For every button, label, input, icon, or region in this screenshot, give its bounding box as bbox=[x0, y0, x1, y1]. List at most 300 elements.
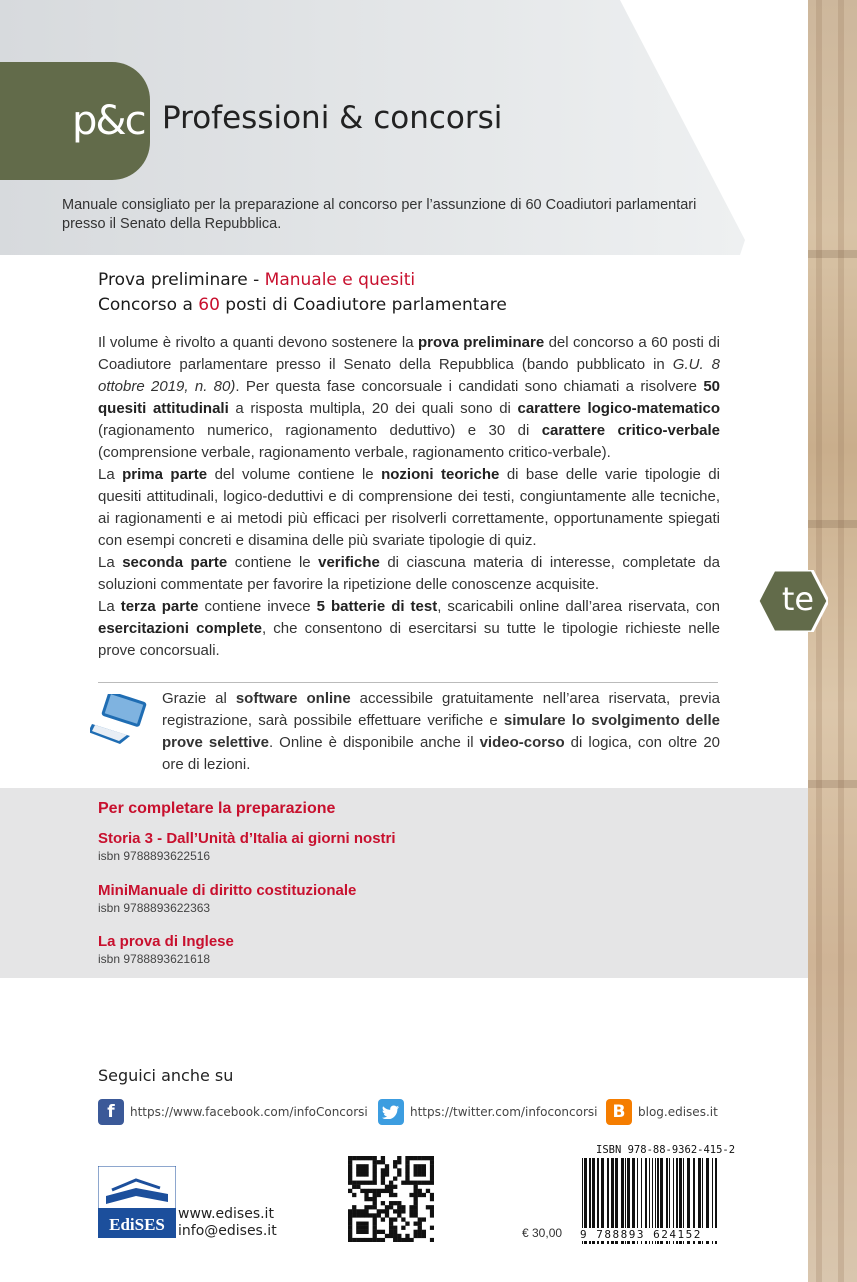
paragraph-2 bbox=[98, 464, 720, 552]
qr-module bbox=[348, 1213, 352, 1217]
qr-module bbox=[401, 1217, 405, 1221]
qr-module bbox=[368, 1205, 372, 1209]
qr-module bbox=[385, 1209, 389, 1213]
qr-module bbox=[348, 1238, 352, 1242]
qr-module bbox=[373, 1193, 377, 1197]
bold-text: simulare lo svolgimento delle prove selettive bbox=[162, 712, 720, 751]
qr-module bbox=[348, 1226, 352, 1230]
facebook-icon: f bbox=[98, 1099, 124, 1125]
qr-module bbox=[393, 1164, 397, 1168]
qr-module bbox=[418, 1164, 422, 1168]
related-book-title: La prova di Inglese bbox=[98, 933, 234, 950]
qr-module bbox=[385, 1168, 389, 1172]
qr-module bbox=[377, 1238, 381, 1242]
qr-module bbox=[373, 1172, 377, 1176]
bold-text: terza parte bbox=[120, 598, 199, 615]
qr-module bbox=[360, 1238, 364, 1242]
related-book bbox=[98, 830, 396, 863]
qr-module bbox=[377, 1213, 381, 1217]
qr-module bbox=[414, 1181, 418, 1185]
qr-module bbox=[397, 1168, 401, 1172]
qr-module bbox=[401, 1181, 405, 1185]
headline-line-2: Concorso a 60 posti di Coadiutore parlamentare bbox=[98, 295, 507, 315]
qr-module bbox=[409, 1205, 413, 1209]
qr-module bbox=[368, 1156, 372, 1160]
qr-module bbox=[405, 1164, 409, 1168]
qr-module bbox=[377, 1160, 381, 1164]
qr-module bbox=[368, 1181, 372, 1185]
qr-module bbox=[393, 1185, 397, 1189]
qr-module bbox=[352, 1238, 356, 1242]
qr-module bbox=[422, 1181, 426, 1185]
qr-module bbox=[352, 1181, 356, 1185]
qr-module bbox=[418, 1172, 422, 1176]
edises-logo-text: EdiSES bbox=[109, 1215, 165, 1234]
qr-module bbox=[426, 1205, 430, 1209]
qr-module bbox=[364, 1164, 368, 1168]
text-run: contiene invece bbox=[198, 598, 317, 615]
qr-module bbox=[414, 1230, 418, 1234]
qr-module bbox=[397, 1213, 401, 1217]
qr-module bbox=[430, 1205, 434, 1209]
text-run: . Per questa fase concorsuale i candidati sono chiamati a risolvere bbox=[235, 378, 704, 395]
qr-module bbox=[348, 1160, 352, 1164]
related-book-isbn: isbn 9788893622363 bbox=[98, 901, 211, 915]
qr-module bbox=[430, 1213, 434, 1217]
qr-module bbox=[405, 1181, 409, 1185]
qr-module bbox=[389, 1230, 393, 1234]
text-run: Il volume è rivolto a quanti devono sostenere la bbox=[98, 334, 419, 351]
qr-module bbox=[373, 1168, 377, 1172]
qr-module bbox=[430, 1172, 434, 1176]
qr-module bbox=[414, 1197, 418, 1201]
qr-module bbox=[348, 1217, 352, 1221]
qr-module bbox=[426, 1189, 430, 1193]
photo-ledge bbox=[808, 780, 857, 788]
qr-module bbox=[356, 1213, 360, 1217]
qr-module bbox=[373, 1197, 377, 1201]
qr-module bbox=[422, 1217, 426, 1221]
qr-module bbox=[430, 1160, 434, 1164]
qr-module bbox=[373, 1201, 377, 1205]
qr-module bbox=[397, 1172, 401, 1176]
qr-module bbox=[373, 1217, 377, 1221]
qr-module bbox=[409, 1238, 413, 1242]
qr-module bbox=[356, 1164, 360, 1168]
qr-module bbox=[397, 1238, 401, 1242]
qr-module bbox=[364, 1222, 368, 1226]
qr-module bbox=[368, 1213, 372, 1217]
qr-module bbox=[426, 1181, 430, 1185]
qr-module bbox=[373, 1226, 377, 1230]
twitter-icon bbox=[378, 1099, 404, 1125]
text-run: contiene le bbox=[227, 554, 319, 571]
twitter-bird-shape bbox=[382, 1105, 400, 1119]
qr-module bbox=[364, 1181, 368, 1185]
photo-ledge bbox=[808, 250, 857, 258]
qr-module bbox=[364, 1238, 368, 1242]
related-book bbox=[98, 933, 234, 966]
qr-module bbox=[393, 1226, 397, 1230]
qr-module bbox=[348, 1230, 352, 1234]
edises-logo bbox=[98, 1166, 176, 1238]
qr-module bbox=[356, 1238, 360, 1242]
italic-text: G.U. 8 ottobre 2019, n. 80) bbox=[98, 356, 720, 395]
qr-module bbox=[418, 1230, 422, 1234]
qr-module bbox=[381, 1238, 385, 1242]
qr-module bbox=[352, 1213, 356, 1217]
qr-module bbox=[360, 1168, 364, 1172]
qr-module bbox=[381, 1217, 385, 1221]
related-books-box bbox=[0, 788, 808, 978]
description-body bbox=[98, 332, 720, 662]
qr-module bbox=[348, 1222, 352, 1226]
qr-module bbox=[389, 1185, 393, 1189]
bold-text: carattere critico-verbale bbox=[541, 422, 721, 439]
qr-module bbox=[430, 1193, 434, 1197]
bold-text: prima parte bbox=[122, 466, 208, 483]
related-book-isbn: isbn 9788893621618 bbox=[98, 952, 211, 966]
qr-module bbox=[401, 1238, 405, 1242]
qr-module bbox=[356, 1181, 360, 1185]
qr-module bbox=[348, 1209, 352, 1213]
qr-module bbox=[389, 1217, 393, 1221]
qr-module bbox=[397, 1209, 401, 1213]
qr-module bbox=[389, 1205, 393, 1209]
qr-module bbox=[377, 1209, 381, 1213]
bold-text: seconda parte bbox=[122, 554, 228, 571]
text-run: di base delle varie tipologie di quesiti attitudinali, logico-deduttivi e di comprensione dei testi, congiuntamente alle tecniche, ai ragionamenti e ai metodi più efficaci per risolverli correttamente, opportunamente spiegati con esempi concreti e disamina delle più svariate tipologie di quiz. bbox=[98, 466, 720, 549]
qr-module bbox=[364, 1172, 368, 1176]
text-run: La bbox=[98, 598, 121, 615]
qr-module bbox=[373, 1230, 377, 1234]
text-run: (comprensione verbale, ragionamento verbale, ragionamento critico-verbale). bbox=[98, 444, 611, 461]
qr-module bbox=[364, 1226, 368, 1230]
series-title: Professioni & concorsi bbox=[162, 100, 503, 136]
qr-module bbox=[381, 1201, 385, 1205]
qr-module bbox=[418, 1193, 422, 1197]
qr-module bbox=[397, 1160, 401, 1164]
qr-module bbox=[414, 1213, 418, 1217]
qr-module bbox=[364, 1205, 368, 1209]
bold-text: nozioni teoriche bbox=[381, 466, 500, 483]
qr-module bbox=[348, 1156, 352, 1160]
qr-module bbox=[409, 1213, 413, 1217]
text-run: di logica, con oltre 20 ore di lezioni. bbox=[162, 734, 720, 773]
qr-module bbox=[409, 1209, 413, 1213]
qr-module bbox=[401, 1226, 405, 1230]
qr-module bbox=[430, 1226, 434, 1230]
qr-module bbox=[368, 1197, 372, 1201]
qr-module bbox=[364, 1213, 368, 1217]
qr-module bbox=[381, 1209, 385, 1213]
qr-module bbox=[364, 1209, 368, 1213]
qr-module bbox=[360, 1213, 364, 1217]
qr-module bbox=[422, 1172, 426, 1176]
paragraph-1 bbox=[98, 332, 720, 464]
qr-module bbox=[393, 1230, 397, 1234]
qr-module bbox=[385, 1164, 389, 1168]
qr-module bbox=[414, 1222, 418, 1226]
qr-module bbox=[397, 1234, 401, 1238]
qr-module bbox=[426, 1156, 430, 1160]
qr-module bbox=[418, 1222, 422, 1226]
qr-module bbox=[381, 1160, 385, 1164]
qr-module bbox=[430, 1238, 434, 1242]
qr-module bbox=[422, 1193, 426, 1197]
qr-module bbox=[368, 1189, 372, 1193]
qr-module bbox=[393, 1160, 397, 1164]
qr-module bbox=[356, 1209, 360, 1213]
qr-module bbox=[405, 1222, 409, 1226]
qr-module bbox=[373, 1222, 377, 1226]
text-run: di ciascuna materia di interesse, completate da soluzioni commentate per favorire la ripetizione delle conoscenze acquisite. bbox=[98, 554, 720, 593]
qr-module bbox=[418, 1226, 422, 1230]
qr-module bbox=[385, 1213, 389, 1217]
bold-text: prova preliminare bbox=[418, 334, 545, 351]
qr-module bbox=[348, 1176, 352, 1180]
qr-module bbox=[389, 1189, 393, 1193]
qr-module bbox=[364, 1230, 368, 1234]
qr-module bbox=[381, 1156, 385, 1160]
isbn-label: ISBN 978-88-9362-415-2 bbox=[596, 1144, 736, 1156]
qr-module bbox=[385, 1185, 389, 1189]
qr-module bbox=[393, 1209, 397, 1213]
qr-module bbox=[389, 1181, 393, 1185]
publisher-website[interactable]: www.edises.it bbox=[178, 1206, 274, 1222]
qr-module bbox=[356, 1172, 360, 1176]
qr-module bbox=[405, 1160, 409, 1164]
paragraph-3 bbox=[98, 552, 720, 596]
qr-module bbox=[373, 1160, 377, 1164]
qr-module bbox=[373, 1205, 377, 1209]
photo-ledge bbox=[808, 520, 857, 528]
software-note bbox=[162, 688, 720, 776]
bold-text: software online bbox=[235, 690, 351, 707]
photo-column bbox=[816, 0, 822, 1282]
series-logo-text: p&c bbox=[72, 98, 145, 144]
headline bbox=[98, 268, 507, 318]
text-run: . Online è disponibile anche il bbox=[268, 734, 480, 751]
qr-module bbox=[356, 1230, 360, 1234]
text-run: La bbox=[98, 554, 123, 571]
bold-text: 5 batterie di test bbox=[316, 598, 438, 615]
qr-module bbox=[414, 1156, 418, 1160]
text-run: Grazie al bbox=[162, 690, 236, 707]
related-book-title: MiniManuale di diritto costituzionale bbox=[98, 882, 357, 899]
qr-module bbox=[373, 1189, 377, 1193]
qr-module bbox=[418, 1181, 422, 1185]
qr-module bbox=[348, 1189, 352, 1193]
qr-module bbox=[393, 1234, 397, 1238]
publisher-contacts bbox=[178, 1206, 277, 1240]
qr-module bbox=[409, 1193, 413, 1197]
facebook-url[interactable]: https://www.facebook.com/infoConcorsi bbox=[130, 1105, 368, 1119]
qr-module bbox=[352, 1156, 356, 1160]
qr-module bbox=[348, 1181, 352, 1185]
qr-module bbox=[393, 1201, 397, 1205]
text-run: , scaricabili online dall’area riservata, con bbox=[437, 598, 720, 615]
qr-module bbox=[430, 1209, 434, 1213]
qr-module bbox=[381, 1172, 385, 1176]
twitter-url[interactable]: https://twitter.com/infoconcorsi bbox=[410, 1105, 598, 1119]
qr-module bbox=[348, 1164, 352, 1168]
qr-module bbox=[414, 1201, 418, 1205]
intro-text: Manuale consigliato per la preparazione al concorso per l’assunzione di 60 Coadiutori parlamentari presso il Senato della Repubblica. bbox=[62, 197, 697, 232]
photo-column bbox=[838, 0, 844, 1282]
qr-module bbox=[373, 1176, 377, 1180]
qr-module bbox=[409, 1156, 413, 1160]
qr-module bbox=[405, 1176, 409, 1180]
series-logo-badge bbox=[0, 62, 150, 180]
text-run: accessibile gratuitamente nell’area riservata, previa registrazione, sarà possibile effettuare verifiche e bbox=[162, 690, 720, 729]
qr-module bbox=[389, 1193, 393, 1197]
text-run: , che consentono di esercitarsi su tutte le tipologie richieste nelle prove concorsuali. bbox=[98, 620, 720, 659]
paragraph-4 bbox=[98, 596, 720, 662]
qr-module bbox=[356, 1168, 360, 1172]
qr-module bbox=[373, 1234, 377, 1238]
qr-module bbox=[418, 1189, 422, 1193]
qr-module bbox=[418, 1156, 422, 1160]
qr-module bbox=[356, 1185, 360, 1189]
related-book-isbn: isbn 9788893622516 bbox=[98, 849, 211, 863]
qr-module bbox=[393, 1238, 397, 1242]
qr-module bbox=[373, 1238, 377, 1242]
qr-module bbox=[430, 1176, 434, 1180]
qr-module bbox=[385, 1189, 389, 1193]
blog-url[interactable]: blog.edises.it bbox=[638, 1105, 718, 1119]
qr-module bbox=[389, 1226, 393, 1230]
publisher-email[interactable]: info@edises.it bbox=[178, 1223, 277, 1239]
qr-module bbox=[422, 1230, 426, 1234]
qr-module bbox=[356, 1226, 360, 1230]
qr-module bbox=[389, 1222, 393, 1226]
qr-module bbox=[364, 1156, 368, 1160]
qr-module bbox=[348, 1172, 352, 1176]
qr-module bbox=[414, 1168, 418, 1172]
headline-line-1: Prova preliminare - Manuale e quesiti bbox=[98, 270, 416, 290]
qr-module bbox=[348, 1234, 352, 1238]
qr-module bbox=[377, 1230, 381, 1234]
related-book-title: Storia 3 - Dall’Unità d’Italia ai giorni nostri bbox=[98, 830, 396, 847]
qr-module bbox=[360, 1230, 364, 1234]
qr-module bbox=[352, 1185, 356, 1189]
qr-module bbox=[405, 1172, 409, 1176]
qr-module bbox=[414, 1234, 418, 1238]
qr-module bbox=[430, 1164, 434, 1168]
qr-module bbox=[352, 1193, 356, 1197]
qr-module bbox=[430, 1181, 434, 1185]
qr-code bbox=[348, 1156, 434, 1242]
related-title: Per completare la preparazione bbox=[98, 800, 336, 817]
qr-module bbox=[385, 1234, 389, 1238]
qr-module bbox=[414, 1189, 418, 1193]
qr-module bbox=[397, 1205, 401, 1209]
bold-text: carattere logico-matematico bbox=[517, 400, 721, 417]
laptop-icon bbox=[90, 694, 148, 746]
twitter-link[interactable] bbox=[378, 1098, 598, 1126]
qr-module bbox=[360, 1226, 364, 1230]
qr-module bbox=[364, 1189, 368, 1193]
qr-module bbox=[409, 1181, 413, 1185]
qr-module bbox=[414, 1172, 418, 1176]
qr-module bbox=[405, 1234, 409, 1238]
qr-module bbox=[405, 1168, 409, 1172]
qr-module bbox=[405, 1156, 409, 1160]
blog-link[interactable] bbox=[606, 1098, 718, 1126]
qr-module bbox=[414, 1193, 418, 1197]
qr-module bbox=[373, 1213, 377, 1217]
qr-module bbox=[401, 1209, 405, 1213]
qr-module bbox=[397, 1156, 401, 1160]
bold-text: 50 quesiti attitudinali bbox=[98, 378, 720, 417]
qr-module bbox=[381, 1189, 385, 1193]
qr-module bbox=[414, 1209, 418, 1213]
qr-module bbox=[352, 1205, 356, 1209]
qr-module bbox=[364, 1168, 368, 1172]
qr-module bbox=[418, 1234, 422, 1238]
qr-module bbox=[368, 1238, 372, 1242]
qr-module bbox=[360, 1172, 364, 1176]
qr-module bbox=[430, 1197, 434, 1201]
te-badge-text: te bbox=[781, 580, 815, 618]
qr-module bbox=[373, 1164, 377, 1168]
text-run: a risposta multipla, 20 dei quali sono di bbox=[228, 400, 518, 417]
qr-module bbox=[377, 1193, 381, 1197]
related-book bbox=[98, 882, 356, 915]
qr-module bbox=[360, 1156, 364, 1160]
qr-module bbox=[352, 1209, 356, 1213]
qr-module bbox=[393, 1176, 397, 1180]
isbn-number: 9 788893 624152 bbox=[580, 1228, 720, 1241]
qr-module bbox=[381, 1181, 385, 1185]
qr-module bbox=[381, 1168, 385, 1172]
qr-module bbox=[356, 1156, 360, 1160]
qr-module bbox=[422, 1164, 426, 1168]
qr-module bbox=[393, 1217, 397, 1221]
qr-module bbox=[385, 1172, 389, 1176]
qr-module bbox=[430, 1156, 434, 1160]
qr-module bbox=[348, 1168, 352, 1172]
qr-module bbox=[401, 1205, 405, 1209]
text-run: La bbox=[98, 466, 123, 483]
qr-module bbox=[356, 1222, 360, 1226]
qr-module bbox=[389, 1234, 393, 1238]
qr-module bbox=[422, 1234, 426, 1238]
qr-module bbox=[377, 1189, 381, 1193]
qr-module bbox=[422, 1156, 426, 1160]
qr-module bbox=[381, 1176, 385, 1180]
qr-module bbox=[414, 1185, 418, 1189]
bold-text: verifiche bbox=[318, 554, 380, 571]
qr-module bbox=[422, 1168, 426, 1172]
text-run: del volume contiene le bbox=[207, 466, 382, 483]
qr-module bbox=[393, 1193, 397, 1197]
qr-module bbox=[360, 1222, 364, 1226]
facebook-link[interactable] bbox=[98, 1098, 368, 1126]
qr-module bbox=[385, 1205, 389, 1209]
qr-module bbox=[364, 1193, 368, 1197]
qr-module bbox=[360, 1181, 364, 1185]
follow-label: Seguici anche su bbox=[98, 1066, 234, 1085]
qr-module bbox=[430, 1168, 434, 1172]
qr-module bbox=[364, 1197, 368, 1201]
blogger-icon: B bbox=[606, 1099, 632, 1125]
qr-module bbox=[414, 1205, 418, 1209]
qr-module bbox=[418, 1168, 422, 1172]
qr-module bbox=[389, 1201, 393, 1205]
qr-module bbox=[373, 1156, 377, 1160]
